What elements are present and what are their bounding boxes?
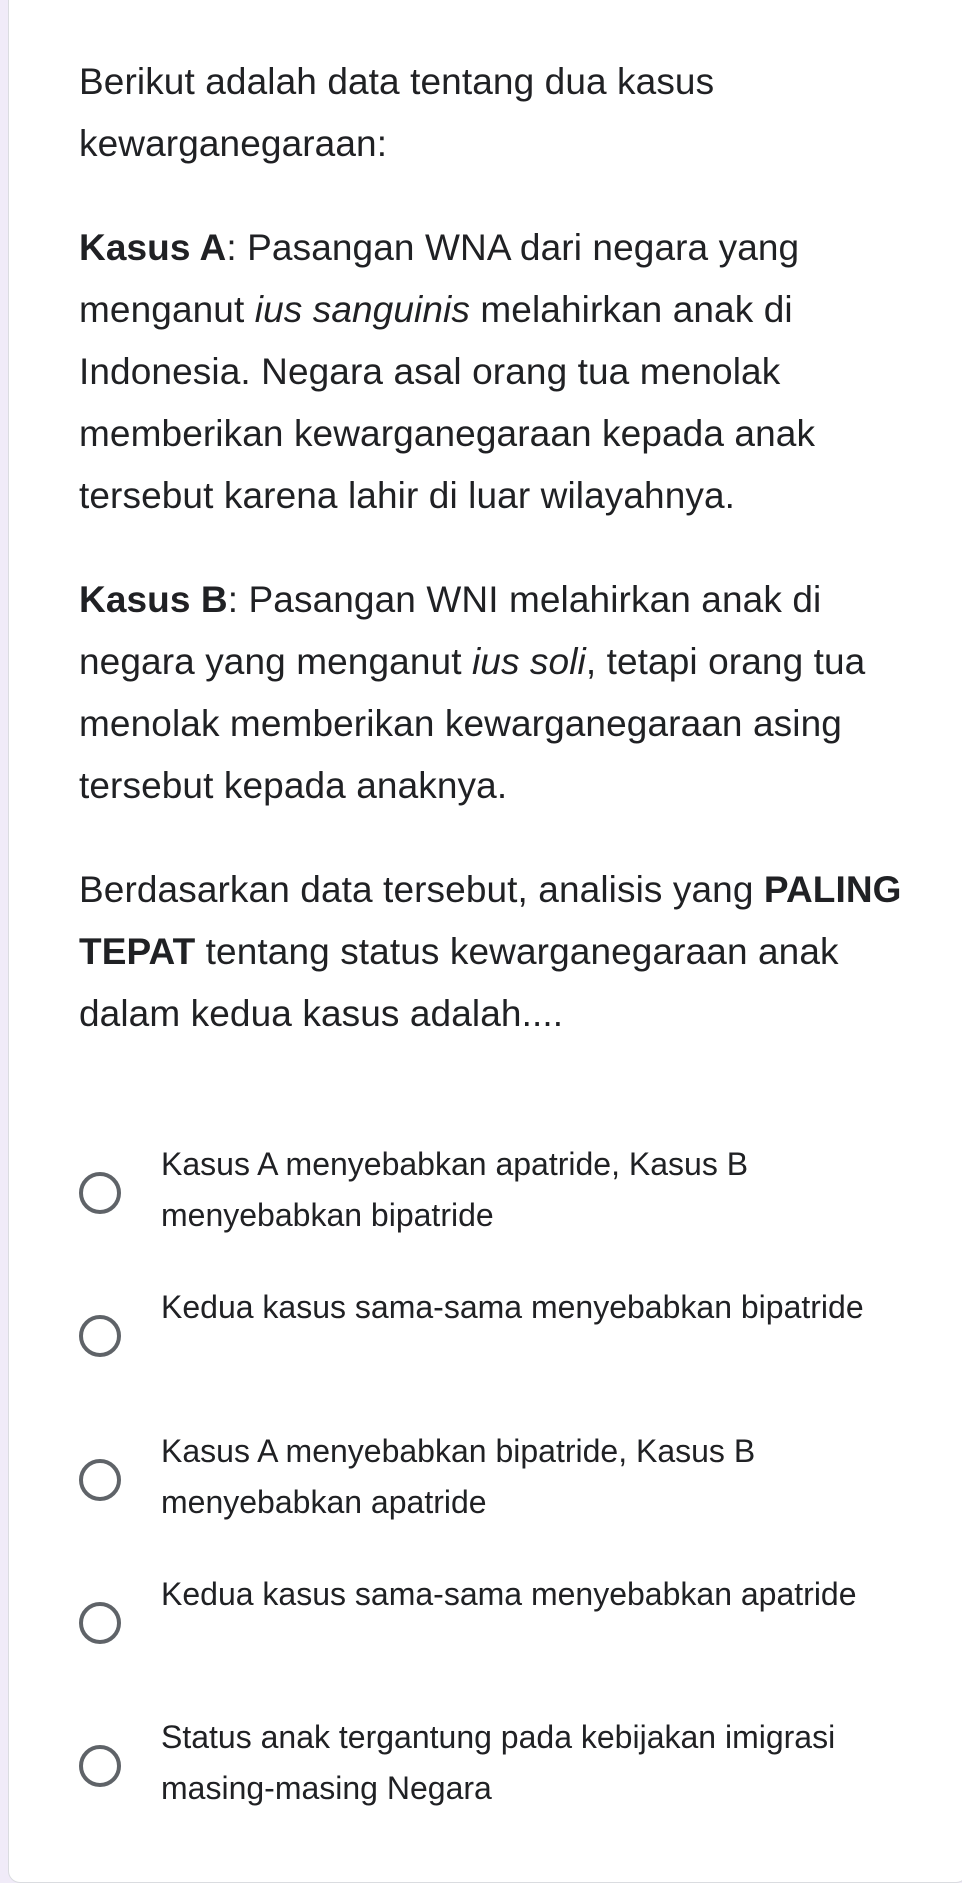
question-intro-text: Berikut adalah data tentang dua kasus kewarganegaraan: [79, 61, 715, 164]
option-label: Kasus A menyebabkan apatride, Kasus B menyebabkan bipatride [161, 1146, 749, 1233]
radio-button-icon[interactable] [79, 1315, 121, 1357]
question-prompt [79, 859, 919, 1045]
option-1[interactable] [9, 1139, 962, 1259]
prompt-text-2: tentang status kewarganegaraan anak dalam kedua kasus adalah.... [79, 931, 839, 1034]
case-b-paragraph [79, 569, 919, 817]
option-label: Status anak tergantung pada kebijakan imigrasi masing-masing Negara [161, 1719, 836, 1806]
radio-button-icon[interactable] [79, 1602, 121, 1644]
option-label: Kasus A menyebabkan bipatride, Kasus B menyebabkan apatride [161, 1433, 756, 1520]
question-intro [79, 51, 919, 175]
case-b-italic-term: ius soli [471, 641, 586, 682]
radio-button-icon[interactable] [79, 1745, 121, 1787]
case-a-label: Kasus A [79, 227, 227, 268]
option-label: Kedua kasus sama-sama menyebabkan bipatride [161, 1289, 864, 1325]
case-a-text-1: : Pasangan WNA dari negara yang menganut [79, 227, 800, 330]
question-card [8, 0, 962, 1883]
case-b-text-2: , tetapi orang tua menolak memberikan kewarganegaraan asing tersebut kepada anaknya. [79, 641, 866, 806]
option-3[interactable] [9, 1426, 962, 1546]
option-4[interactable] [9, 1569, 962, 1689]
option-5[interactable] [9, 1712, 962, 1832]
case-a-text-2: melahirkan anak di Indonesia. Negara asal orang tua menolak memberikan kewarganegaraan kepada anak tersebut karena lahir di luar wilayahnya. [79, 289, 816, 516]
case-b-label: Kasus B [79, 579, 228, 620]
radio-button-icon[interactable] [79, 1172, 121, 1214]
radio-button-icon[interactable] [79, 1459, 121, 1501]
case-a-paragraph [79, 217, 919, 527]
case-a-italic-term: ius sanguinis [254, 289, 470, 330]
option-2[interactable] [9, 1282, 962, 1402]
case-b-text-1: : Pasangan WNI melahirkan anak di negara yang menganut [79, 579, 822, 682]
question-text [79, 51, 919, 1087]
prompt-text-1: Berdasarkan data tersebut, analisis yang [79, 869, 764, 910]
prompt-bold: PALING TEPAT [79, 869, 902, 972]
option-label: Kedua kasus sama-sama menyebabkan apatride [161, 1576, 857, 1612]
